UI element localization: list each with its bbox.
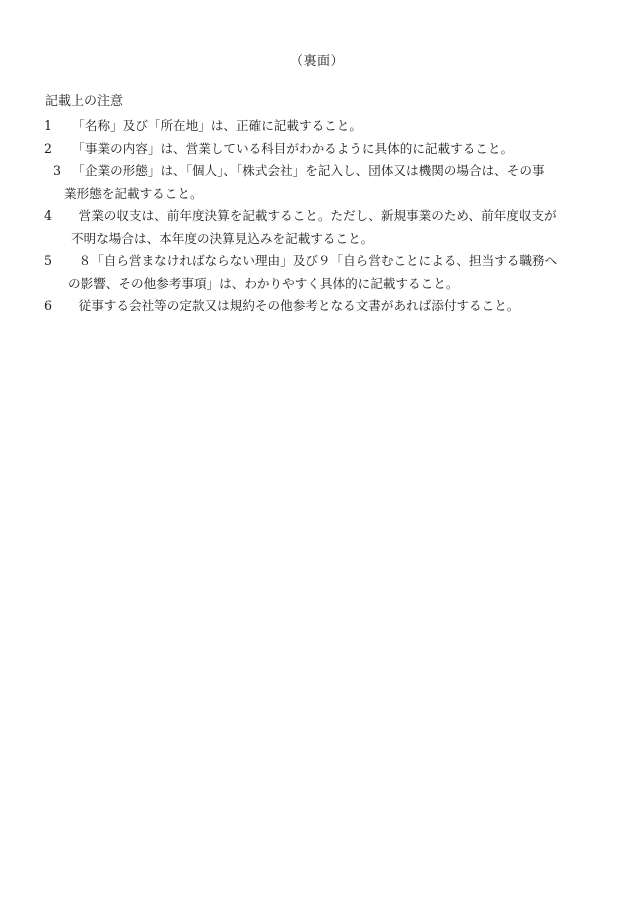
note-number: 6 [44,298,53,313]
notes-heading: 記載上の注意 [45,94,124,109]
note-item-5 [44,250,589,295]
note-item-4 [44,205,589,250]
note-number: 4 [44,208,53,223]
note-text: 「名称」及び「所在地」は、正確に記載すること。 [66,118,362,133]
notes-list [44,115,589,318]
side-label: （裏面） [290,54,345,69]
note-text-continuation: の影響、その他参考事項」は、わかりやすく具体的に記載すること。 [68,275,459,291]
note-text-continuation: 業形態を記載すること。 [64,185,203,201]
note-number: 3 [53,163,62,178]
note-text: ８「自ら営まなければならない理由」及び９「自ら営むことによる、担当する職務へ [66,253,558,268]
note-item-3 [44,160,589,205]
note-text-continuation: 不明な場合は、本年度の決算見込みを記載すること。 [71,230,374,246]
note-item-6 [44,295,589,318]
note-text: 従事する会社等の定款又は規約その他参考となる文書があれば添付すること。 [66,298,520,313]
note-text: 「事業の内容」は、営業している科目がわかるように具体的に記載すること。 [66,140,514,156]
note-number: 2 [44,140,53,156]
note-text: 「企業の形態」は、「個人」、「株式会社」を記入し、団体又は機関の場合は、その事 [66,163,545,178]
note-item-1 [44,115,589,138]
note-number: 1 [44,118,53,133]
note-item-2 [44,138,589,161]
note-number: 5 [44,253,53,268]
note-text: 営業の収支は、前年度決算を記載すること。ただし、新規事業のため、前年度収支が [66,208,557,223]
